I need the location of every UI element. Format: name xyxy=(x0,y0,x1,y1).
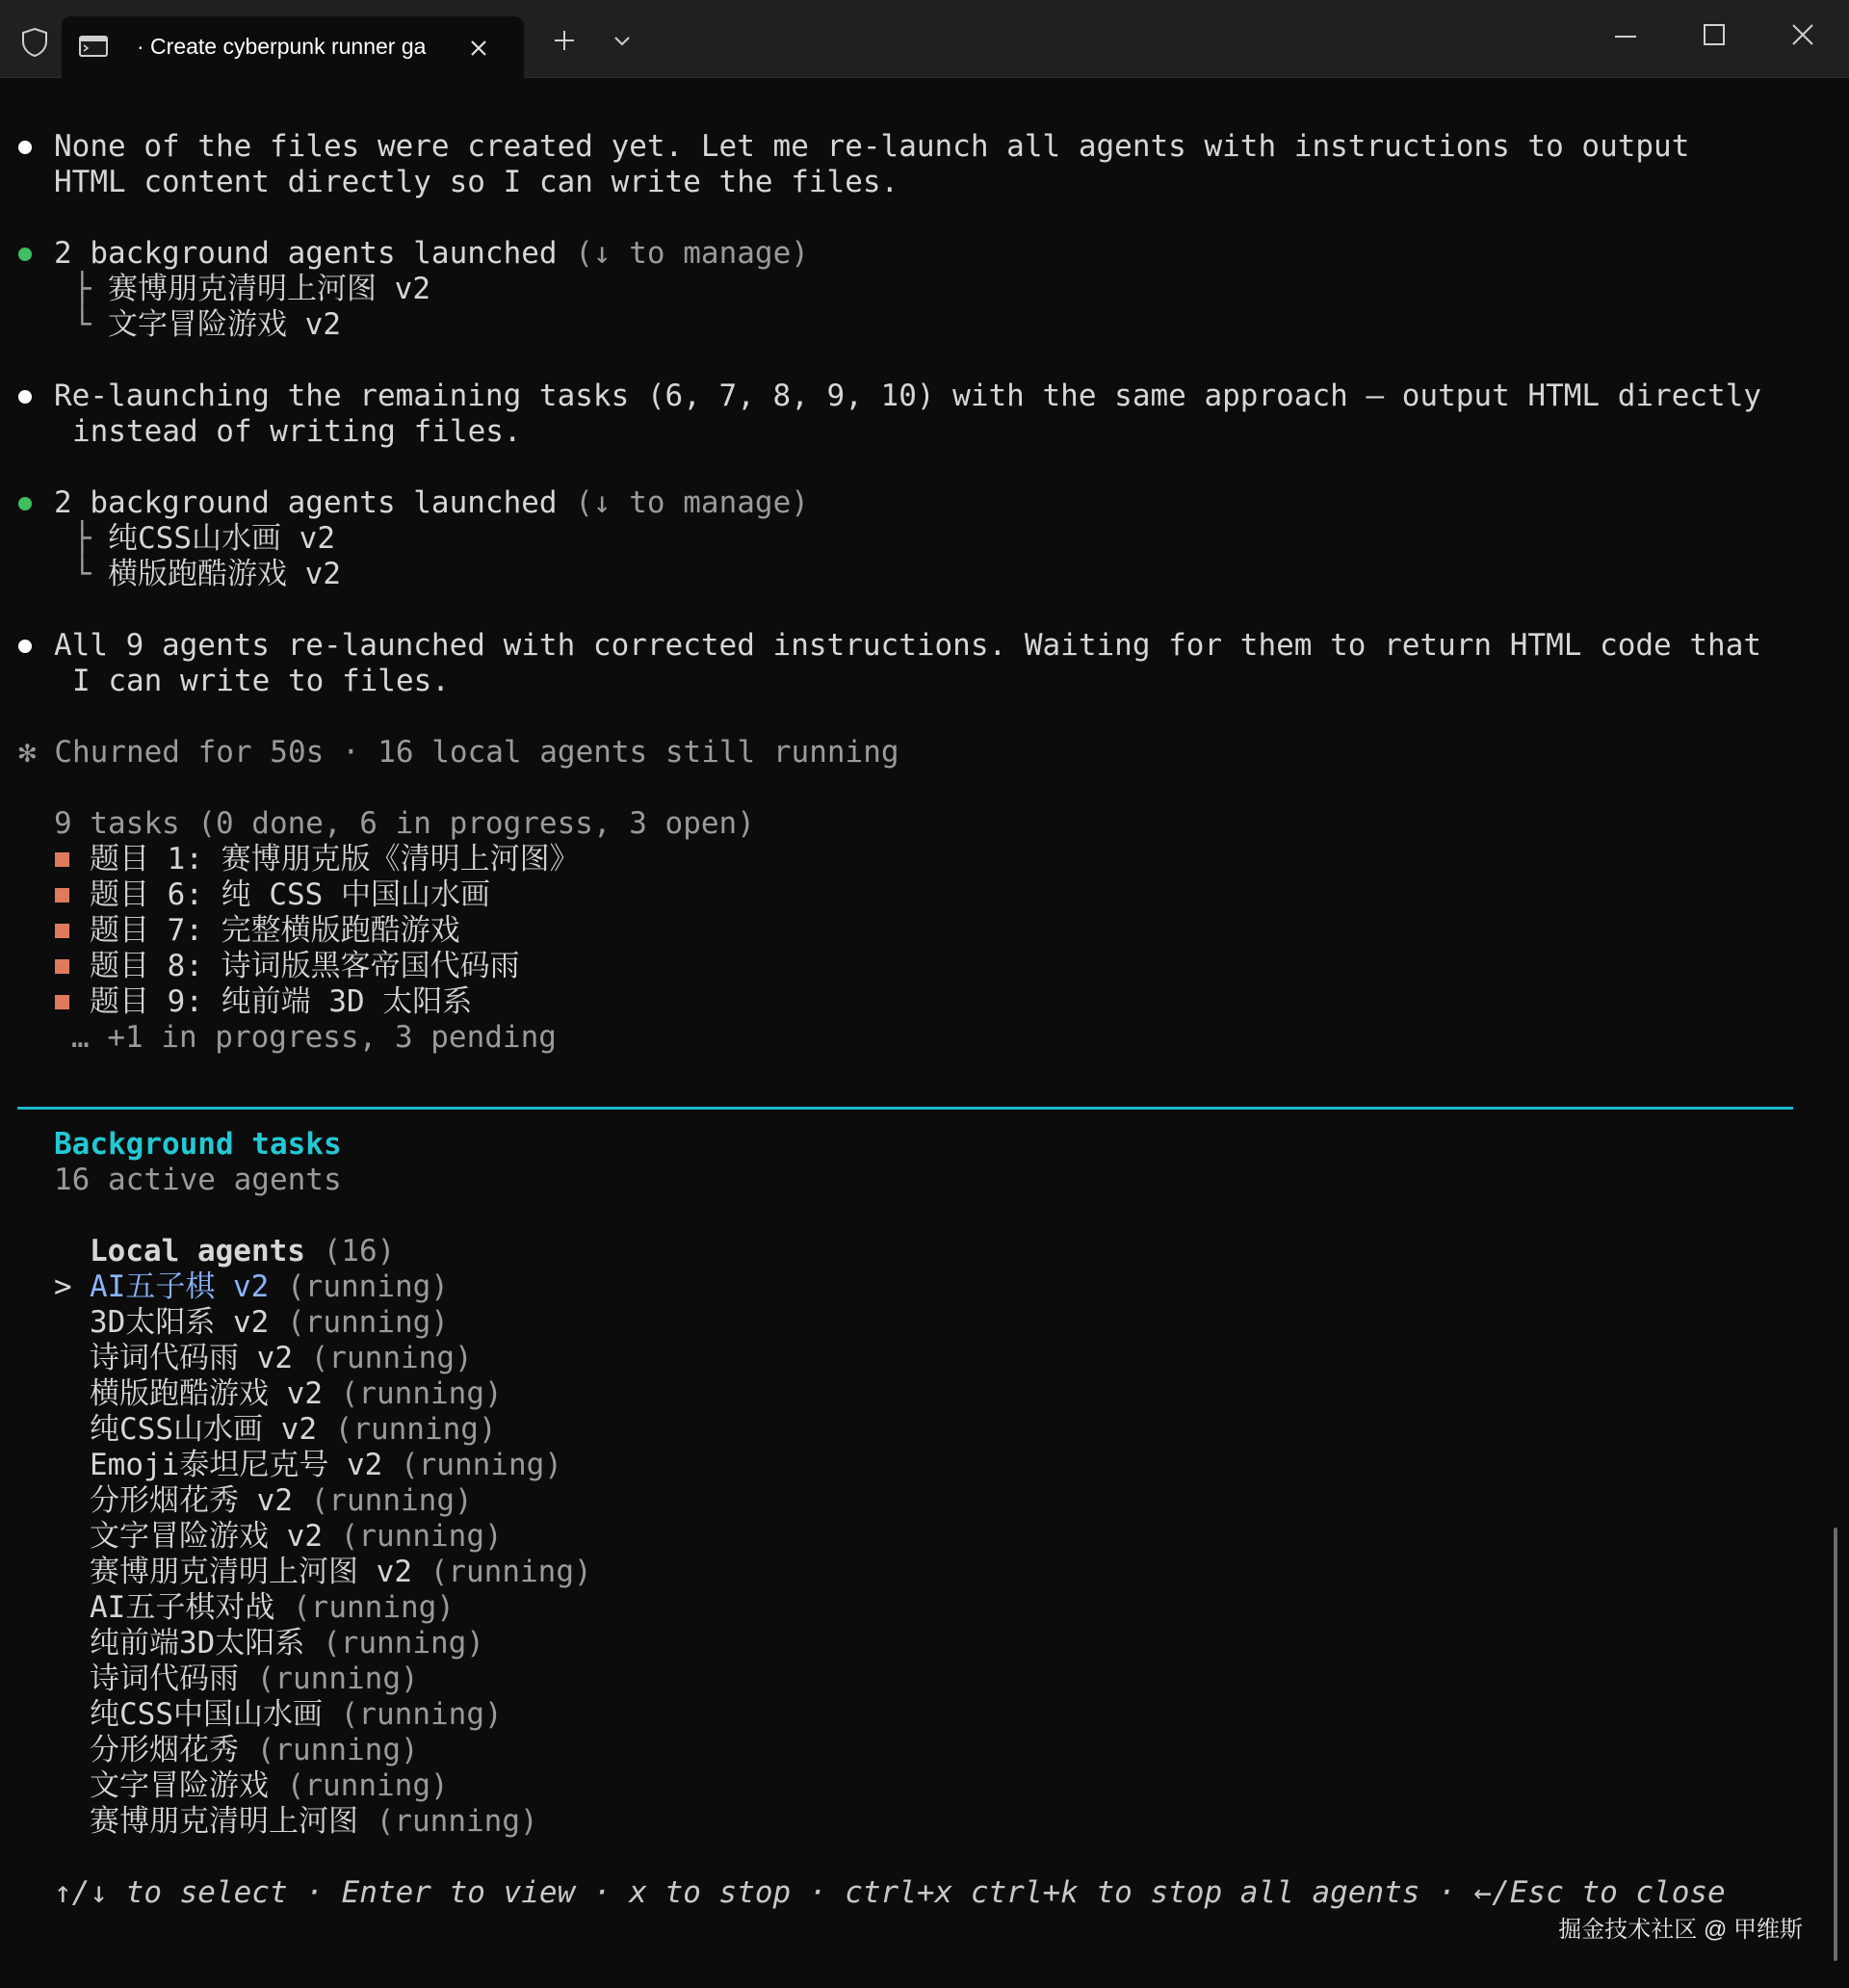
agent-status: (running) xyxy=(430,1555,592,1589)
agent-status: (running) xyxy=(310,1341,473,1375)
task-item: 题目 8: 诗词版黑客帝国代码雨 xyxy=(90,949,520,983)
agent-status: (running) xyxy=(340,1376,503,1411)
section-count: (16) xyxy=(323,1234,396,1269)
task-item: 题目 6: 纯 CSS 中国山水画 xyxy=(90,877,490,912)
task-item: 题目 9: 纯前端 3D 太阳系 xyxy=(90,984,473,1019)
agent-status: (running) xyxy=(323,1626,484,1661)
agent-name: 分形烟花秀 v2 xyxy=(90,1483,293,1518)
section-label: Local agents xyxy=(90,1234,305,1269)
tree-branch: ├ xyxy=(73,272,91,306)
task-status-square xyxy=(55,852,69,867)
tasks-summary: 9 tasks (0 done, 6 in progress, 3 open) xyxy=(54,806,755,841)
panel-subtitle: 16 active agents xyxy=(54,1163,342,1197)
task-status-square xyxy=(55,888,69,902)
agent-row[interactable] xyxy=(90,1626,484,1661)
agent-row[interactable] xyxy=(90,1376,503,1412)
agent-row[interactable] xyxy=(90,1768,449,1804)
agent-name: 分形烟花秀 xyxy=(90,1733,239,1767)
agent-status: (running) xyxy=(286,1768,449,1803)
agents-launched-line xyxy=(54,236,809,272)
terminal-icon xyxy=(79,36,108,57)
shield-icon[interactable] xyxy=(19,27,50,58)
agent-name: AI五子棋对战 xyxy=(90,1590,275,1625)
agent-status: (running) xyxy=(256,1661,419,1696)
section-header xyxy=(90,1234,395,1269)
agent-row[interactable] xyxy=(90,1697,503,1733)
agent-status: (running) xyxy=(287,1269,449,1304)
agent-status: (running) xyxy=(256,1733,419,1767)
window-close-icon[interactable] xyxy=(1789,21,1816,48)
manage-hint[interactable]: (↓ to manage) xyxy=(575,485,809,520)
agent-name: 赛博朋克清明上河图 v2 xyxy=(90,1555,412,1589)
agent-name: 文字冒险游戏 xyxy=(90,1768,269,1803)
message-line: instead of writing files. xyxy=(72,414,522,449)
agent-row[interactable] xyxy=(90,1590,455,1626)
tree-branch: ├ xyxy=(73,521,91,556)
agents-launched-line xyxy=(54,485,809,521)
agent-name: 文字冒险游戏 v2 xyxy=(90,1519,323,1554)
task-status-square xyxy=(55,959,69,974)
agent-status: (running) xyxy=(340,1697,503,1732)
agent-name: 纯CSS山水画 v2 xyxy=(90,1412,317,1447)
terminal-output[interactable] xyxy=(0,78,1849,1988)
agent-status: (running) xyxy=(287,1305,449,1340)
agent-name: 赛博朋克清明上河图 xyxy=(90,1804,358,1839)
title-bar xyxy=(0,0,1849,78)
agent-name: 诗词代码雨 xyxy=(90,1661,239,1696)
chevron-down-icon[interactable] xyxy=(611,29,634,52)
task-item: 题目 7: 完整横版跑酷游戏 xyxy=(90,913,460,948)
agent-row[interactable] xyxy=(90,1733,419,1768)
churn-status: ✻ Churned for 50s · 16 local agents still running xyxy=(18,735,899,770)
agent-status: (running) xyxy=(293,1590,455,1625)
plus-icon[interactable] xyxy=(553,29,576,52)
agent-row-selected[interactable] xyxy=(90,1269,449,1305)
launched-agent: 横版跑酷游戏 v2 xyxy=(108,557,341,591)
message-line: HTML content directly so I can write the files. xyxy=(54,165,899,199)
scrollbar-thumb[interactable] xyxy=(1834,1528,1837,1961)
message-line: None of the files were created yet. Let me re-launch all agents with instructions to output xyxy=(54,129,1690,164)
agent-row[interactable] xyxy=(90,1519,503,1555)
agent-name: 诗词代码雨 v2 xyxy=(90,1341,293,1375)
agent-status: (running) xyxy=(340,1519,503,1554)
close-icon[interactable] xyxy=(466,36,491,61)
agent-status: (running) xyxy=(376,1804,538,1839)
status-bullet xyxy=(18,248,32,261)
tree-branch: └ xyxy=(73,557,91,591)
message-line: Re-launching the remaining tasks (6, 7, 8, 9, 10) with the same approach — output HTML directly xyxy=(54,379,1762,413)
launched-agent: 纯CSS山水画 v2 xyxy=(108,521,335,556)
maximize-icon[interactable] xyxy=(1701,21,1728,48)
manage-hint[interactable]: (↓ to manage) xyxy=(575,236,809,271)
message-bullet xyxy=(18,390,32,404)
keyboard-hints: ↑/↓ to select · Enter to view · x to stop · ctrl+x ctrl+k to stop all agents · ←/Esc to close xyxy=(54,1875,1726,1910)
agents-launched-text: 2 background agents launched xyxy=(54,485,558,520)
agent-row[interactable] xyxy=(90,1661,419,1697)
agent-row[interactable] xyxy=(90,1412,497,1448)
agent-row[interactable] xyxy=(90,1483,473,1519)
tab-title: · Create cyberpunk runner ga xyxy=(137,34,427,59)
agent-row[interactable] xyxy=(90,1341,473,1376)
agent-name: 纯前端3D太阳系 xyxy=(90,1626,305,1661)
agent-name: 3D太阳系 v2 xyxy=(90,1305,270,1340)
panel-divider xyxy=(17,1107,1793,1110)
agent-name: AI五子棋 v2 xyxy=(90,1269,270,1304)
message-bullet xyxy=(18,141,32,154)
message-line: All 9 agents re-launched with corrected instructions. Waiting for them to return HTML code that xyxy=(54,628,1762,663)
tasks-more: … +1 in progress, 3 pending xyxy=(71,1020,557,1055)
panel-title: Background tasks xyxy=(54,1127,342,1162)
task-status-square xyxy=(55,924,69,938)
message-bullet xyxy=(18,640,32,653)
agent-status: (running) xyxy=(310,1483,473,1518)
agent-name: 横版跑酷游戏 v2 xyxy=(90,1376,323,1411)
agent-status: (running) xyxy=(334,1412,497,1447)
tab-active[interactable] xyxy=(62,16,524,78)
agent-row[interactable] xyxy=(90,1305,449,1341)
launched-agent: 文字冒险游戏 v2 xyxy=(108,307,341,342)
task-status-square xyxy=(55,995,69,1009)
status-bullet xyxy=(18,497,32,510)
agent-status: (running) xyxy=(400,1448,562,1482)
agent-row[interactable] xyxy=(90,1555,592,1590)
agents-launched-text: 2 background agents launched xyxy=(54,236,558,271)
minimize-icon[interactable] xyxy=(1612,21,1639,48)
agent-name: 纯CSS中国山水画 xyxy=(90,1697,323,1732)
watermark: 掘金技术社区 @ 甲维斯 xyxy=(1558,1917,1803,1943)
task-item: 题目 1: 赛博朋克版《清明上河图》 xyxy=(90,842,580,876)
selection-pointer: > xyxy=(54,1269,72,1304)
message-line: I can write to files. xyxy=(72,664,450,698)
agent-row[interactable] xyxy=(90,1804,538,1840)
launched-agent: 赛博朋克清明上河图 v2 xyxy=(108,272,430,306)
tree-branch: └ xyxy=(73,307,91,342)
agent-row[interactable] xyxy=(90,1448,562,1483)
agent-name: Emoji泰坦尼克号 v2 xyxy=(90,1448,383,1482)
